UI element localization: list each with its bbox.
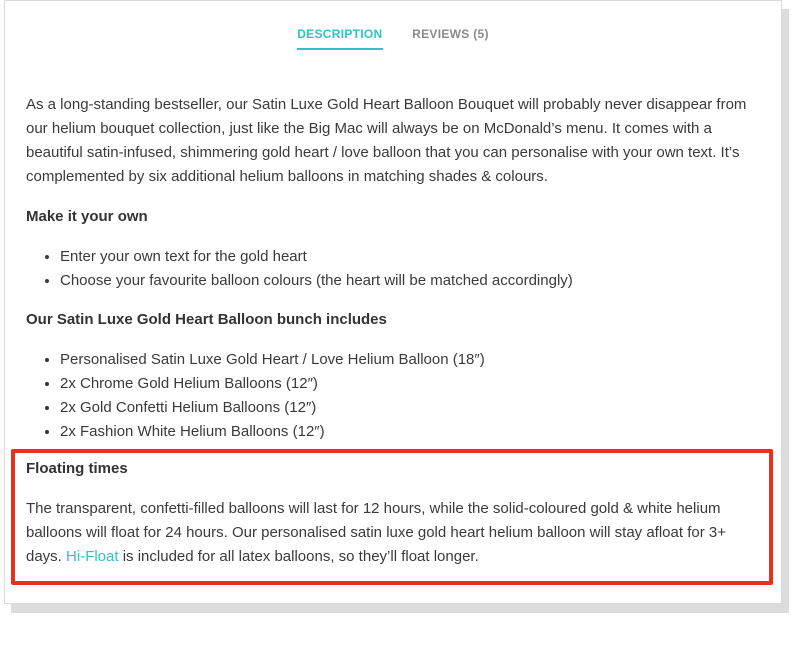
includes-heading: Our Satin Luxe Gold Heart Balloon bunch includes xyxy=(26,311,387,328)
floating-times-heading: Floating times xyxy=(26,460,128,477)
list-item: • 2x Chrome Gold Helium Balloons (12″) xyxy=(60,372,756,396)
tab-description[interactable]: DESCRIPTION xyxy=(297,27,382,50)
floating-text-before: The transparent, confetti-filled balloons will last for 12 hours, while the solid-coloured gold & white helium balloons will float for 24 hours. Our personalised satin luxe gold heart helium balloon will stay afloat for 3+ days. xyxy=(26,500,726,565)
includes-list xyxy=(26,348,756,444)
list-item: • Choose your favourite balloon colours (the heart will be matched accordingly) xyxy=(60,269,756,293)
list-item: • 2x Fashion White Helium Balloons (12″) xyxy=(60,420,756,444)
floating-times-paragraph xyxy=(26,497,756,569)
list-item: • Enter your own text for the gold heart xyxy=(60,245,756,269)
list-item: • 2x Gold Confetti Helium Balloons (12″) xyxy=(60,396,756,420)
make-own-list xyxy=(26,245,756,293)
floating-text-after: is included for all latex balloons, so they’ll float longer. xyxy=(118,548,479,565)
description-content xyxy=(26,93,756,444)
hi-float-link[interactable]: Hi-Float xyxy=(66,548,119,565)
make-own-heading: Make it your own xyxy=(26,208,148,225)
list-item: • Personalised Satin Luxe Gold Heart / Love Helium Balloon (18″) xyxy=(60,348,756,372)
intro-paragraph: As a long-standing bestseller, our Satin Luxe Gold Heart Balloon Bouquet will probably never disappear from our helium bouquet collection, just like the Big Mac will always be on McDonald’s menu. It comes with a beautiful satin-infused, shimmering gold heart / love balloon that you can personalise with your own text. It’s complemented by six additional helium balloons in matching shades & colours. xyxy=(26,96,747,185)
floating-times-section xyxy=(26,457,756,569)
tab-reviews[interactable]: REVIEWS (5) xyxy=(412,27,489,41)
tab-bar xyxy=(5,27,781,50)
